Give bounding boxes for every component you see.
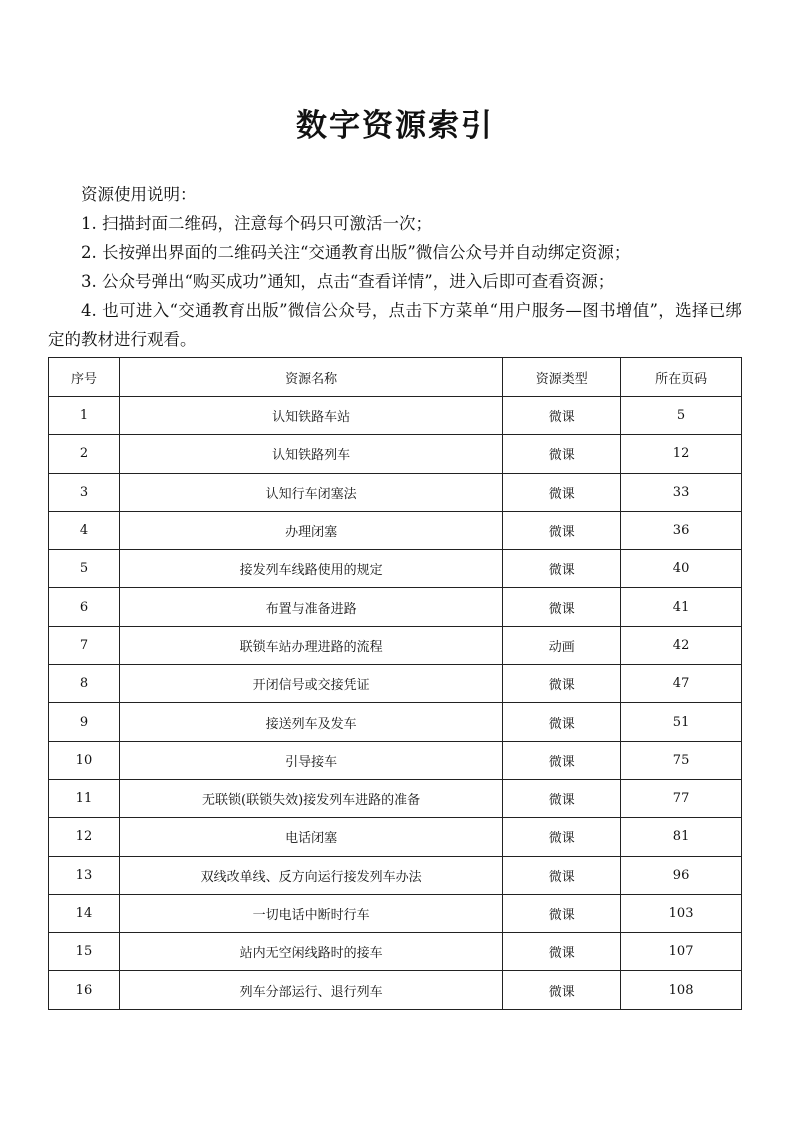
cell-page-number: 75 — [621, 741, 742, 779]
cell-resource-type: 微课 — [503, 473, 621, 511]
cell-page-number: 5 — [621, 397, 742, 435]
cell-resource-type: 微课 — [503, 741, 621, 779]
table-row — [49, 971, 742, 1009]
table-row — [49, 856, 742, 894]
cell-resource-name: 布置与准备进路 — [119, 588, 502, 626]
instructions-heading: 资源使用说明： — [81, 185, 197, 204]
cell-page-number: 77 — [621, 779, 742, 817]
cell-resource-name: 一切电话中断时行车 — [119, 894, 502, 932]
table-row — [49, 779, 742, 817]
cell-resource-name: 接送列车及发车 — [119, 703, 502, 741]
cell-index: 7 — [49, 626, 120, 664]
cell-resource-type: 微课 — [503, 665, 621, 703]
cell-resource-name: 双线改单线、反方向运行接发列车办法 — [119, 856, 502, 894]
table-row — [49, 550, 742, 588]
cell-page-number: 47 — [621, 665, 742, 703]
cell-resource-name: 认知铁路列车 — [119, 435, 502, 473]
table-row — [49, 665, 742, 703]
cell-resource-type: 微课 — [503, 971, 621, 1009]
cell-page-number: 108 — [621, 971, 742, 1009]
table-row — [49, 818, 742, 856]
cell-index: 16 — [49, 971, 120, 1009]
cell-resource-name: 电话闭塞 — [119, 818, 502, 856]
cell-index: 2 — [49, 435, 120, 473]
instruction-step: 2. 长按弹出界面的二维码关注“交通教育出版”微信公众号并自动绑定资源； — [81, 243, 631, 262]
header-index: 序号 — [49, 358, 120, 397]
cell-index: 5 — [49, 550, 120, 588]
cell-index: 4 — [49, 511, 120, 549]
cell-resource-name: 联锁车站办理进路的流程 — [119, 626, 502, 664]
cell-page-number: 41 — [621, 588, 742, 626]
cell-resource-name: 接发列车线路使用的规定 — [119, 550, 502, 588]
cell-index: 13 — [49, 856, 120, 894]
cell-index: 8 — [49, 665, 120, 703]
cell-resource-type: 微课 — [503, 397, 621, 435]
cell-page-number: 81 — [621, 818, 742, 856]
cell-page-number: 40 — [621, 550, 742, 588]
instruction-step: 3. 公众号弹出“购买成功”通知，点击“查看详情”，进入后即可查看资源； — [81, 272, 615, 291]
cell-resource-name: 列车分部运行、退行列车 — [119, 971, 502, 1009]
table-row — [49, 511, 742, 549]
cell-resource-name: 开闭信号或交接凭证 — [119, 665, 502, 703]
table-row — [49, 397, 742, 435]
header-resource-name: 资源名称 — [119, 358, 502, 397]
cell-page-number: 107 — [621, 933, 742, 971]
cell-index: 9 — [49, 703, 120, 741]
cell-resource-type: 微课 — [503, 511, 621, 549]
table-row — [49, 473, 742, 511]
cell-resource-type: 微课 — [503, 779, 621, 817]
table-row — [49, 741, 742, 779]
cell-resource-type: 微课 — [503, 894, 621, 932]
cell-resource-name: 办理闭塞 — [119, 511, 502, 549]
cell-resource-type: 动画 — [503, 626, 621, 664]
table-row — [49, 894, 742, 932]
cell-resource-type: 微课 — [503, 588, 621, 626]
cell-index: 11 — [49, 779, 120, 817]
instruction-step: 1. 扫描封面二维码，注意每个码只可激活一次； — [81, 214, 432, 233]
header-page-number: 所在页码 — [621, 358, 742, 397]
table-body — [49, 397, 742, 1010]
table-row — [49, 933, 742, 971]
header-resource-type: 资源类型 — [503, 358, 621, 397]
cell-resource-type: 微课 — [503, 818, 621, 856]
cell-page-number: 96 — [621, 856, 742, 894]
table-row — [49, 703, 742, 741]
cell-page-number: 103 — [621, 894, 742, 932]
cell-page-number: 36 — [621, 511, 742, 549]
resource-table — [48, 357, 742, 1010]
cell-resource-type: 微课 — [503, 703, 621, 741]
instructions — [48, 180, 742, 354]
cell-resource-name: 引导接车 — [119, 741, 502, 779]
cell-index: 10 — [49, 741, 120, 779]
cell-index: 14 — [49, 894, 120, 932]
page-title: 数字资源索引 — [296, 108, 494, 144]
cell-page-number: 33 — [621, 473, 742, 511]
cell-page-number: 51 — [621, 703, 742, 741]
table-row — [49, 626, 742, 664]
cell-resource-name: 认知铁路车站 — [119, 397, 502, 435]
instruction-step: 4. 也可进入“交通教育出版”微信公众号，点击下方菜单“用户服务—图书增值”，选择已绑定的教材进行观看。 — [48, 301, 742, 349]
cell-resource-name: 无联锁(联锁失效)接发列车进路的准备 — [119, 779, 502, 817]
cell-resource-type: 微课 — [503, 933, 621, 971]
cell-index: 12 — [49, 818, 120, 856]
cell-index: 1 — [49, 397, 120, 435]
cell-resource-type: 微课 — [503, 856, 621, 894]
table-row — [49, 435, 742, 473]
cell-page-number: 12 — [621, 435, 742, 473]
cell-index: 6 — [49, 588, 120, 626]
cell-resource-name: 认知行车闭塞法 — [119, 473, 502, 511]
cell-index: 15 — [49, 933, 120, 971]
cell-resource-type: 微课 — [503, 550, 621, 588]
cell-resource-name: 站内无空闲线路时的接车 — [119, 933, 502, 971]
table-header-row — [49, 358, 742, 397]
cell-page-number: 42 — [621, 626, 742, 664]
cell-resource-type: 微课 — [503, 435, 621, 473]
table-row — [49, 588, 742, 626]
cell-index: 3 — [49, 473, 120, 511]
